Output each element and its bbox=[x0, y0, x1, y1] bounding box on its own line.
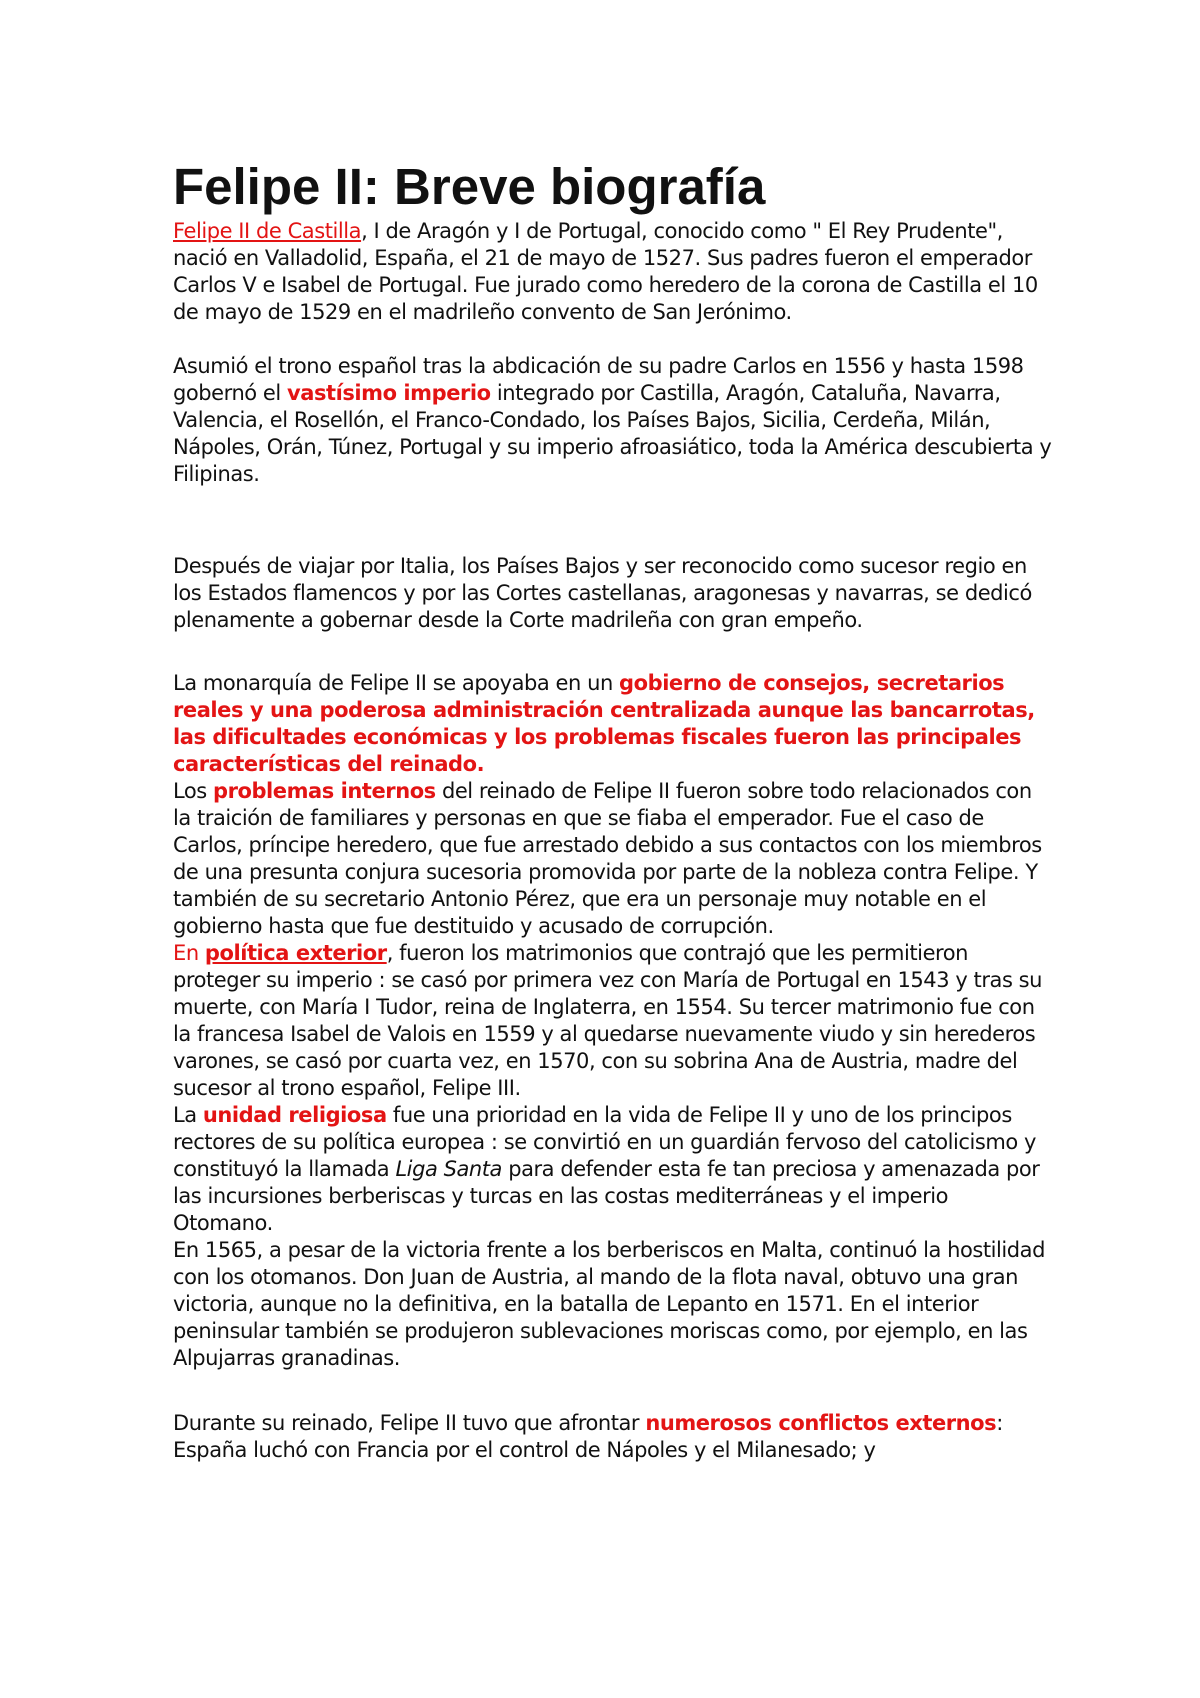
text-run: del reinado de Felipe II fueron sobre todo relacionados con la traición de familiares y personas en que se fiaba el emperador. Fue el caso de Carlos, príncipe heredero, que fue arrestado debido a sus contactos con los miembros de una presunta conjura sucesoria promovida por parte de la nobleza contra Felipe. Y también de su secretario Antonio Pérez, que era un personaje muy notable en el gobierno hasta que fue destituido y acusado de corrupción. bbox=[173, 779, 1042, 938]
text-run: , fueron los matrimonios que contrajó que les permitieron proteger su imperio : se casó por primera vez con María de Portugal en 1543 y tras su muerte, con María I Tudor, reina de Inglaterra, en 1554. Su tercer matrimonio fue con la francesa Isabel de Valois en 1559 y al quedarse nuevamente viudo y sin herederos varones, se casó por cuarta vez, en 1570, con su sobrina Ana de Austria, madre del sucesor al trono español, Felipe III. bbox=[173, 941, 1043, 1100]
text-run: fue una prioridad en la vida de Felipe II y uno de los principos rectores de su política europea : se convirtió en un guardián fervoso del catolicismo y constituyó la llamada bbox=[173, 1103, 1036, 1181]
highlight-gobierno-consejos: gobierno de consejos, secretarios reales y una poderosa administración centralizada aunque las bancarrotas, las dificultades económicas y los problemas fiscales fueron las principales características del reinado. bbox=[173, 671, 1035, 776]
paragraph-internal-problems bbox=[173, 778, 1053, 940]
text-run: Los bbox=[173, 779, 213, 803]
paragraph-monarchy bbox=[173, 670, 1053, 778]
paragraph-intro bbox=[173, 218, 1053, 326]
text-run: En bbox=[173, 941, 205, 965]
text-run: integrado por Castilla, Aragón, Cataluña, Navarra, Valencia, el Rosellón, el Franco-Condado, los Países Bajos, Sicilia, Cerdeña, Milán, Nápoles, Orán, Túnez, Portugal y su imperio afroasiático, toda la América descubierta y Filipinas. bbox=[173, 381, 1052, 486]
highlight-unidad-religiosa: unidad religiosa bbox=[202, 1103, 387, 1127]
paragraph-religious-unity bbox=[173, 1102, 1053, 1237]
liga-santa-italic: Liga Santa bbox=[395, 1157, 502, 1181]
highlight-vastisimo-imperio: vastísimo imperio bbox=[287, 381, 491, 405]
text-run: Asumió el trono español tras la abdicación de su padre Carlos en 1556 y hasta 1598 gobernó el bbox=[173, 354, 1024, 405]
text-run: : España luchó con Francia por el control de Nápoles y el Milanesado; y bbox=[173, 1411, 1003, 1462]
text-run: La bbox=[173, 1103, 203, 1127]
paragraph-lepanto: En 1565, a pesar de la victoria frente a los berberiscos en Malta, continuó la hostilidad con los otomanos. Don Juan de Austria, al mando de la flota naval, obtuvo una gran victoria, aunque no la definitiva, en la batalla de Lepanto en 1571. En el interior peninsular también se produjeron sublevaciones moriscas como, por ejemplo, en las Alpujarras granadinas. bbox=[173, 1238, 1045, 1370]
page-title: Felipe II: Breve biografía bbox=[173, 158, 766, 215]
highlight-conflictos-externos: numerosos conflictos externos bbox=[645, 1411, 997, 1435]
paragraph-travels: Después de viajar por Italia, los Países Bajos y ser reconocido como sucesor regio en los Estados flamencos y por las Cortes castellanas, aragonesas y navarras, se dedicó plenamente a gobernar desde la Corte madrileña con gran empeño. bbox=[173, 554, 1032, 632]
felipe-ii-link[interactable]: Felipe II de Castilla bbox=[173, 219, 362, 243]
document-body bbox=[173, 158, 1053, 1464]
text-run: La monarquía de Felipe II se apoyaba en un bbox=[173, 671, 620, 695]
text-run: para defender esta fe tan preciosa y amenazada por las incursiones berberiscas y turcas en las costas mediterráneas y el imperio Otomano. bbox=[173, 1157, 1040, 1235]
text-run: Durante su reinado, Felipe II tuvo que afrontar bbox=[173, 1411, 646, 1435]
paragraph-intro-text: , I de Aragón y I de Portugal, conocido como " El Rey Prudente", nació en Valladolid, España, el 21 de mayo de 1527. Sus padres fueron el emperador Carlos V e Isabel de Portugal. Fue jurado como heredero de la corona de Castilla el 10 de mayo de 1529 en el madrileño convento de San Jerónimo. bbox=[173, 219, 1038, 324]
paragraph-foreign-policy bbox=[173, 940, 1053, 1102]
paragraph-external-conflicts bbox=[173, 1410, 1053, 1464]
highlight-problemas-internos: problemas internos bbox=[213, 779, 436, 803]
highlight-politica-exterior-link[interactable]: política exterior bbox=[204, 941, 387, 965]
paragraph-empire bbox=[173, 353, 1053, 488]
